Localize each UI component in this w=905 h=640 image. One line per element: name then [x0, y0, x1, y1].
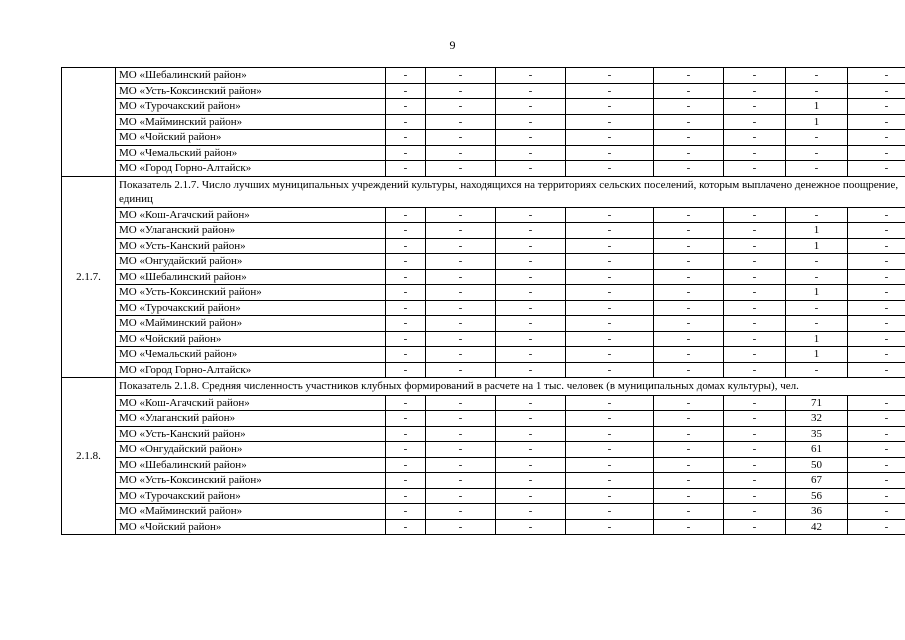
value-cell: -	[426, 254, 496, 270]
indicator-header-row	[62, 176, 905, 207]
value-cell: -	[654, 223, 724, 239]
value-cell: -	[786, 362, 848, 378]
value-cell: -	[848, 254, 905, 270]
table-body	[62, 68, 905, 535]
value-cell: -	[654, 83, 724, 99]
value-cell: -	[566, 83, 654, 99]
value-cell: -	[724, 114, 786, 130]
value-cell: -	[724, 99, 786, 115]
value-cell: 32	[786, 411, 848, 427]
municipality-name: МО «Шебалинский район»	[116, 457, 386, 473]
value-cell: -	[724, 411, 786, 427]
municipality-name: МО «Усть-Канский район»	[116, 238, 386, 254]
table-row	[62, 145, 905, 161]
value-cell: -	[386, 362, 426, 378]
value-cell: -	[566, 331, 654, 347]
value-cell: -	[426, 161, 496, 177]
value-cell: -	[724, 238, 786, 254]
value-cell: -	[724, 130, 786, 146]
table-row	[62, 362, 905, 378]
value-cell: -	[786, 68, 848, 84]
indicator-code: 2.1.8.	[62, 378, 116, 535]
value-cell: -	[848, 145, 905, 161]
value-cell: -	[496, 285, 566, 301]
table-row	[62, 238, 905, 254]
table-row	[62, 442, 905, 458]
value-cell: -	[496, 68, 566, 84]
indicator-code	[62, 68, 116, 177]
value-cell: -	[386, 238, 426, 254]
value-cell: -	[496, 161, 566, 177]
indicator-description: Показатель 2.1.7. Число лучших муниципальных учреждений культуры, находящихся на территориях сельских поселений, которым выплачено денежное поощрение, единиц	[116, 176, 905, 207]
value-cell: 1	[786, 285, 848, 301]
municipality-name: МО «Турочакский район»	[116, 488, 386, 504]
value-cell: -	[496, 395, 566, 411]
value-cell: -	[848, 395, 905, 411]
value-cell: -	[654, 331, 724, 347]
value-cell: -	[496, 238, 566, 254]
table-row	[62, 504, 905, 520]
municipality-name: МО «Чойский район»	[116, 519, 386, 535]
value-cell: -	[848, 442, 905, 458]
value-cell: -	[386, 130, 426, 146]
value-cell: -	[786, 300, 848, 316]
value-cell: -	[386, 316, 426, 332]
value-cell: -	[386, 269, 426, 285]
value-cell: -	[426, 442, 496, 458]
value-cell: -	[496, 254, 566, 270]
municipality-name: МО «Чойский район»	[116, 331, 386, 347]
value-cell: -	[848, 300, 905, 316]
value-cell: -	[654, 395, 724, 411]
value-cell: -	[496, 504, 566, 520]
value-cell: -	[386, 114, 426, 130]
value-cell: -	[724, 426, 786, 442]
value-cell: -	[654, 145, 724, 161]
table-row	[62, 68, 905, 84]
table-row	[62, 395, 905, 411]
table-row	[62, 411, 905, 427]
value-cell: -	[848, 347, 905, 363]
table-row	[62, 114, 905, 130]
value-cell: -	[848, 285, 905, 301]
indicator-description: Показатель 2.1.8. Средняя численность участников клубных формирований в расчете на 1 тыс. человек (в муниципальных домах культуры), чел.	[116, 378, 905, 396]
value-cell: -	[654, 68, 724, 84]
indicator-code: 2.1.7.	[62, 176, 116, 378]
value-cell: -	[848, 411, 905, 427]
value-cell: -	[654, 238, 724, 254]
value-cell: -	[566, 161, 654, 177]
value-cell: -	[786, 145, 848, 161]
value-cell: -	[566, 504, 654, 520]
municipality-name: МО «Кош-Агачский район»	[116, 207, 386, 223]
value-cell: -	[566, 254, 654, 270]
value-cell: -	[724, 254, 786, 270]
value-cell: -	[848, 331, 905, 347]
value-cell: -	[496, 300, 566, 316]
municipality-name: МО «Усть-Коксинский район»	[116, 473, 386, 489]
municipality-name: МО «Майминский район»	[116, 316, 386, 332]
value-cell: 1	[786, 99, 848, 115]
value-cell: -	[848, 161, 905, 177]
value-cell: -	[848, 83, 905, 99]
table-row	[62, 207, 905, 223]
municipality-name: МО «Майминский район»	[116, 114, 386, 130]
value-cell: -	[786, 254, 848, 270]
table-row	[62, 519, 905, 535]
value-cell: -	[848, 223, 905, 239]
value-cell: -	[566, 442, 654, 458]
value-cell: -	[654, 269, 724, 285]
municipality-name: МО «Шебалинский район»	[116, 269, 386, 285]
value-cell: -	[386, 254, 426, 270]
value-cell: -	[724, 442, 786, 458]
municipality-name: МО «Улаганский район»	[116, 223, 386, 239]
value-cell: -	[426, 238, 496, 254]
value-cell: -	[386, 331, 426, 347]
value-cell: -	[848, 473, 905, 489]
value-cell: -	[566, 269, 654, 285]
value-cell: -	[786, 161, 848, 177]
municipality-name: МО «Чемальский район»	[116, 347, 386, 363]
value-cell: -	[496, 442, 566, 458]
value-cell: -	[426, 519, 496, 535]
value-cell: -	[496, 316, 566, 332]
value-cell: -	[848, 238, 905, 254]
municipality-name: МО «Усть-Канский район»	[116, 426, 386, 442]
value-cell: -	[786, 316, 848, 332]
table-row	[62, 473, 905, 489]
value-cell: -	[654, 99, 724, 115]
value-cell: -	[496, 99, 566, 115]
value-cell: -	[848, 519, 905, 535]
value-cell: -	[566, 114, 654, 130]
value-cell: -	[496, 145, 566, 161]
value-cell: -	[654, 426, 724, 442]
indicator-header-row	[62, 378, 905, 396]
value-cell: -	[848, 99, 905, 115]
value-cell: -	[386, 99, 426, 115]
value-cell: -	[724, 269, 786, 285]
value-cell: -	[386, 223, 426, 239]
value-cell: 1	[786, 114, 848, 130]
municipality-name: МО «Усть-Коксинский район»	[116, 83, 386, 99]
value-cell: -	[386, 68, 426, 84]
value-cell: -	[386, 300, 426, 316]
municipality-name: МО «Майминский район»	[116, 504, 386, 520]
table-row	[62, 331, 905, 347]
value-cell: 56	[786, 488, 848, 504]
value-cell: -	[386, 411, 426, 427]
value-cell: -	[426, 285, 496, 301]
municipality-name: МО «Шебалинский район»	[116, 68, 386, 84]
value-cell: -	[724, 207, 786, 223]
value-cell: 61	[786, 442, 848, 458]
table-row	[62, 130, 905, 146]
municipality-name: МО «Турочакский район»	[116, 99, 386, 115]
table-row	[62, 83, 905, 99]
value-cell: -	[654, 362, 724, 378]
value-cell: -	[566, 285, 654, 301]
value-cell: -	[724, 83, 786, 99]
value-cell: -	[426, 68, 496, 84]
value-cell: -	[566, 347, 654, 363]
value-cell: -	[724, 145, 786, 161]
value-cell: -	[848, 68, 905, 84]
indicators-table	[61, 67, 905, 535]
value-cell: -	[786, 83, 848, 99]
value-cell: -	[848, 130, 905, 146]
value-cell: -	[496, 269, 566, 285]
value-cell: -	[496, 83, 566, 99]
table-row	[62, 457, 905, 473]
value-cell: -	[848, 316, 905, 332]
value-cell: -	[786, 207, 848, 223]
page-number: 9	[449, 38, 456, 52]
value-cell: -	[566, 130, 654, 146]
value-cell: -	[724, 285, 786, 301]
value-cell: -	[724, 331, 786, 347]
table-row	[62, 254, 905, 270]
value-cell: -	[654, 442, 724, 458]
table-row	[62, 316, 905, 332]
value-cell: -	[496, 331, 566, 347]
value-cell: -	[386, 145, 426, 161]
value-cell: -	[386, 488, 426, 504]
table-row	[62, 347, 905, 363]
value-cell: -	[566, 426, 654, 442]
municipality-name: МО «Онгудайский район»	[116, 442, 386, 458]
value-cell: 1	[786, 331, 848, 347]
value-cell: -	[566, 223, 654, 239]
value-cell: -	[426, 411, 496, 427]
municipality-name: МО «Чойский район»	[116, 130, 386, 146]
value-cell: -	[654, 519, 724, 535]
value-cell: -	[496, 457, 566, 473]
value-cell: -	[386, 161, 426, 177]
table-row	[62, 426, 905, 442]
value-cell: -	[566, 488, 654, 504]
municipality-name: МО «Усть-Коксинский район»	[116, 285, 386, 301]
value-cell: -	[386, 426, 426, 442]
value-cell: -	[496, 130, 566, 146]
value-cell: -	[426, 331, 496, 347]
value-cell: -	[426, 426, 496, 442]
value-cell: -	[848, 207, 905, 223]
value-cell: -	[848, 504, 905, 520]
value-cell: -	[654, 130, 724, 146]
value-cell: -	[386, 457, 426, 473]
value-cell: -	[426, 457, 496, 473]
value-cell: -	[724, 519, 786, 535]
value-cell: -	[724, 362, 786, 378]
value-cell: -	[566, 99, 654, 115]
value-cell: 1	[786, 347, 848, 363]
value-cell: -	[426, 300, 496, 316]
value-cell: -	[654, 285, 724, 301]
municipality-name: МО «Турочакский район»	[116, 300, 386, 316]
value-cell: -	[496, 519, 566, 535]
value-cell: -	[566, 207, 654, 223]
value-cell: -	[724, 473, 786, 489]
municipality-name: МО «Город Горно-Алтайск»	[116, 362, 386, 378]
value-cell: -	[426, 347, 496, 363]
value-cell: -	[566, 362, 654, 378]
value-cell: -	[566, 473, 654, 489]
value-cell: -	[566, 519, 654, 535]
value-cell: -	[566, 316, 654, 332]
value-cell: -	[848, 457, 905, 473]
table-row	[62, 269, 905, 285]
value-cell: -	[386, 207, 426, 223]
value-cell: -	[654, 114, 724, 130]
value-cell: -	[566, 457, 654, 473]
value-cell: -	[386, 519, 426, 535]
value-cell: -	[786, 130, 848, 146]
value-cell: -	[848, 426, 905, 442]
value-cell: 35	[786, 426, 848, 442]
value-cell: -	[654, 254, 724, 270]
value-cell: -	[654, 488, 724, 504]
value-cell: -	[654, 411, 724, 427]
value-cell: -	[724, 161, 786, 177]
value-cell: -	[496, 347, 566, 363]
value-cell: -	[426, 207, 496, 223]
value-cell: -	[724, 68, 786, 84]
value-cell: -	[386, 285, 426, 301]
value-cell: 42	[786, 519, 848, 535]
municipality-name: МО «Чемальский район»	[116, 145, 386, 161]
value-cell: -	[724, 300, 786, 316]
value-cell: -	[848, 488, 905, 504]
value-cell: -	[496, 426, 566, 442]
municipality-name: МО «Онгудайский район»	[116, 254, 386, 270]
value-cell: -	[386, 83, 426, 99]
value-cell: -	[386, 504, 426, 520]
table-row	[62, 223, 905, 239]
value-cell: -	[654, 504, 724, 520]
value-cell: -	[496, 488, 566, 504]
value-cell: -	[654, 316, 724, 332]
table-row	[62, 99, 905, 115]
value-cell: -	[426, 269, 496, 285]
value-cell: -	[496, 411, 566, 427]
value-cell: -	[386, 473, 426, 489]
value-cell: -	[724, 395, 786, 411]
table-row	[62, 161, 905, 177]
value-cell: -	[724, 457, 786, 473]
value-cell: -	[724, 347, 786, 363]
value-cell: -	[724, 316, 786, 332]
value-cell: -	[724, 223, 786, 239]
value-cell: -	[386, 347, 426, 363]
value-cell: -	[496, 223, 566, 239]
value-cell: -	[426, 223, 496, 239]
value-cell: -	[654, 473, 724, 489]
value-cell: -	[426, 130, 496, 146]
value-cell: 1	[786, 238, 848, 254]
value-cell: -	[386, 442, 426, 458]
value-cell: -	[724, 488, 786, 504]
value-cell: -	[848, 362, 905, 378]
value-cell: -	[848, 269, 905, 285]
value-cell: 36	[786, 504, 848, 520]
value-cell: -	[566, 68, 654, 84]
value-cell: -	[496, 473, 566, 489]
table-row	[62, 285, 905, 301]
value-cell: -	[566, 300, 654, 316]
municipality-name: МО «Кош-Агачский район»	[116, 395, 386, 411]
value-cell: -	[426, 99, 496, 115]
value-cell: -	[496, 207, 566, 223]
value-cell: -	[566, 395, 654, 411]
value-cell: 67	[786, 473, 848, 489]
value-cell: -	[654, 457, 724, 473]
value-cell: -	[496, 362, 566, 378]
value-cell: -	[426, 395, 496, 411]
value-cell: 71	[786, 395, 848, 411]
value-cell: 1	[786, 223, 848, 239]
value-cell: -	[566, 238, 654, 254]
table-row	[62, 300, 905, 316]
value-cell: -	[786, 269, 848, 285]
value-cell: -	[654, 207, 724, 223]
value-cell: 50	[786, 457, 848, 473]
value-cell: -	[386, 395, 426, 411]
value-cell: -	[426, 83, 496, 99]
value-cell: -	[848, 114, 905, 130]
value-cell: -	[566, 411, 654, 427]
value-cell: -	[654, 347, 724, 363]
value-cell: -	[724, 504, 786, 520]
value-cell: -	[654, 161, 724, 177]
value-cell: -	[426, 504, 496, 520]
value-cell: -	[426, 362, 496, 378]
municipality-name: МО «Город Горно-Алтайск»	[116, 161, 386, 177]
value-cell: -	[426, 114, 496, 130]
municipality-name: МО «Улаганский район»	[116, 411, 386, 427]
value-cell: -	[426, 473, 496, 489]
value-cell: -	[426, 488, 496, 504]
value-cell: -	[496, 114, 566, 130]
table-row	[62, 488, 905, 504]
value-cell: -	[426, 316, 496, 332]
value-cell: -	[654, 300, 724, 316]
value-cell: -	[566, 145, 654, 161]
value-cell: -	[426, 145, 496, 161]
